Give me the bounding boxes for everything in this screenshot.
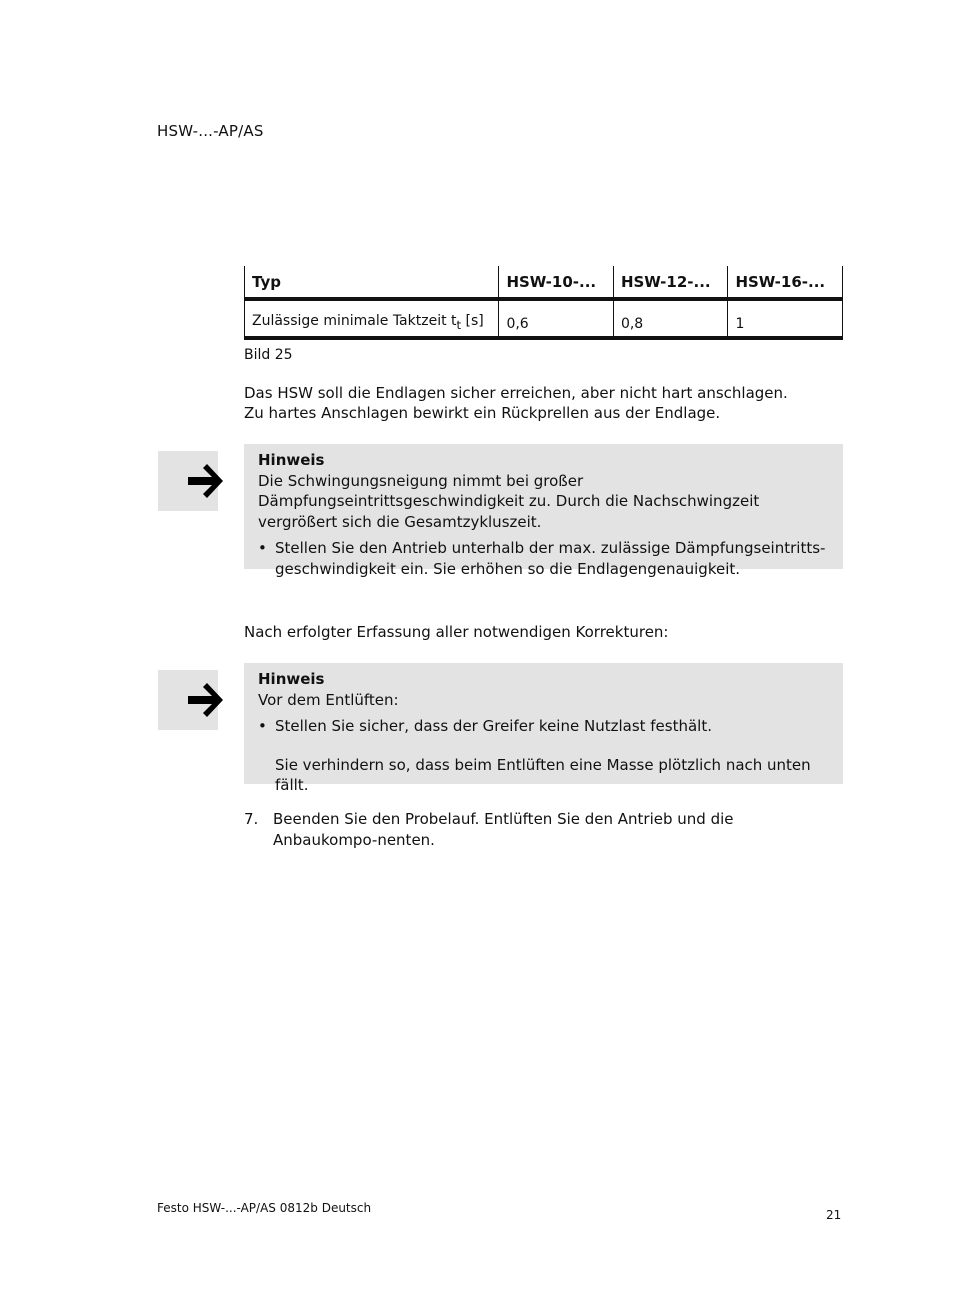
step-item — [244, 809, 834, 851]
bullet-text: Stellen Sie den Antrieb unterhalb der max. zulässige Dämpfungseintritts-geschwindigkeit ein. Sie erhöhen so die Endlagengenauigkeit. — [275, 539, 826, 578]
table-row — [245, 299, 843, 338]
notice-title: Hinweis — [258, 670, 325, 688]
arrow-right-icon — [186, 464, 230, 498]
notice-bullet — [258, 716, 835, 737]
spec-table — [244, 266, 843, 340]
notice-icon-box — [158, 451, 218, 511]
intro-line-1: Das HSW soll die Endlagen sicher erreichen, aber nicht hart anschlagen. — [244, 384, 788, 402]
table-header-hsw12: HSW-12-... — [613, 266, 728, 299]
row-label-unit: [s] — [461, 313, 484, 330]
mid-paragraph: Nach erfolgter Erfassung aller notwendigen Korrekturen: — [244, 623, 669, 641]
intro-line-2: Zu hartes Anschlagen bewirkt ein Rückprellen aus der Endlage. — [244, 404, 721, 422]
notice-box-1 — [244, 444, 843, 578]
table-cell-hsw16: 1 — [728, 299, 843, 338]
bullet-symbol: • — [258, 539, 267, 557]
table-row-label — [245, 299, 499, 338]
row-label-subscript: t — [456, 318, 462, 332]
table-header-hsw10: HSW-10-... — [499, 266, 614, 299]
notice-text: Die Schwingungsneigung nimmt bei großer Dämpfungseintrittsgeschwindigkeit zu. Durch die Nachschwingzeit vergrößert sich die Gesamtzykluszeit. — [258, 471, 760, 531]
bullet-text: Stellen Sie sicher, dass der Greifer keine Nutzlast festhält. — [275, 717, 712, 735]
row-label-main: Zulässige minimale Taktzeit t — [252, 313, 457, 330]
table-header-typ: Typ — [245, 266, 499, 299]
arrow-right-icon — [186, 683, 230, 717]
table-cell-hsw12: 0,8 — [613, 299, 728, 338]
notice-box-2 — [244, 663, 843, 794]
table-header-hsw16: HSW-16-... — [728, 266, 843, 299]
notice-bullet — [258, 538, 835, 579]
bullet-symbol: • — [258, 717, 267, 735]
footer-document-id: Festo HSW-...-AP/AS 0812b Deutsch — [157, 1201, 372, 1215]
notice-subtext: Sie verhindern so, dass beim Entlüften eine Masse plötzlich nach unten fällt. — [275, 755, 811, 794]
intro-paragraph — [244, 383, 788, 423]
step-number: 7. — [244, 810, 259, 828]
notice-text: Vor dem Entlüften: — [258, 690, 399, 709]
figure-caption: Bild 25 — [244, 347, 293, 363]
footer-page-number: 21 — [826, 1208, 842, 1222]
table-header-row — [245, 266, 843, 299]
notice-title: Hinweis — [258, 451, 325, 469]
notice-icon-box — [158, 670, 218, 730]
document-header: HSW-...-AP/AS — [157, 122, 264, 140]
table-cell-hsw10: 0,6 — [499, 299, 614, 338]
step-text: Beenden Sie den Probelauf. Entlüften Sie den Antrieb und die Anbaukompo-nenten. — [273, 810, 734, 849]
